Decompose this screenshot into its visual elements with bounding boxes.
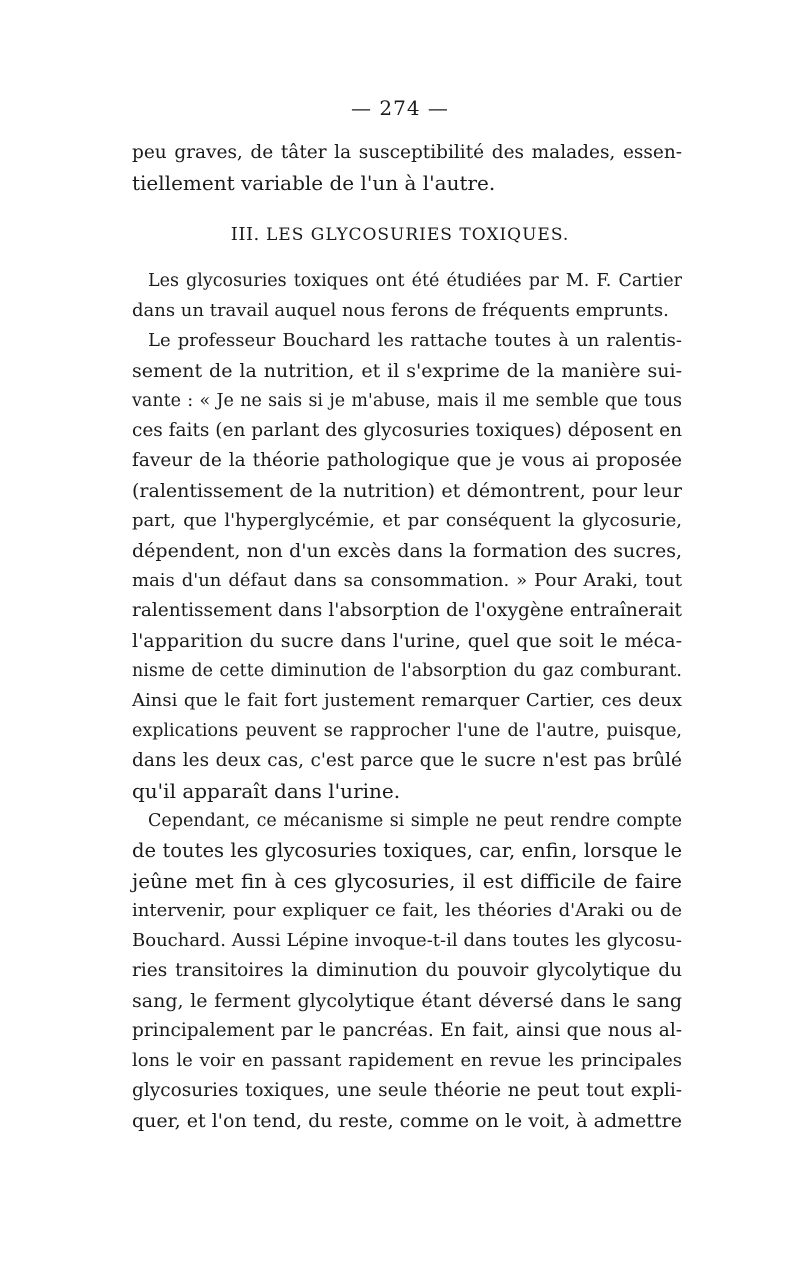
section-title: LES GLYCOSURIES TOXIQUES. xyxy=(266,225,570,245)
text-line: Bouchard. Aussi Lépine invoque-t-il dans toutes les glycosu- xyxy=(132,930,682,951)
text-line: Ainsi que le fait fort justement remarquer Cartier, ces deux xyxy=(132,690,682,711)
text-line: Le professeur Bouchard les rattache toutes à un ralentis- xyxy=(148,330,682,351)
text-line: sement de la nutrition, et il s'exprime de la manière sui- xyxy=(132,360,682,382)
text-line: dans les deux cas, c'est parce que le sucre n'est pas brûlé xyxy=(132,750,682,771)
body-text xyxy=(132,266,682,1136)
text-line: jeûne met fin à ces glycosuries, il est difficile de faire xyxy=(132,869,682,893)
text-line: Les glycosuries toxiques ont été étudiées par M. F. Cartier xyxy=(148,271,682,291)
section-heading xyxy=(0,224,800,245)
intro-paragraph xyxy=(132,138,682,198)
text-line: part, que l'hyperglycémie, et par conséquent la glycosurie, xyxy=(132,510,682,531)
text-line: glycosuries toxiques, une seule théorie ne peut tout expli- xyxy=(132,1080,682,1101)
text-line: qu'il apparaît dans l'urine. xyxy=(132,779,401,803)
text-line: dans un travail auquel nous ferons de fréquents emprunts. xyxy=(132,300,669,321)
text-line: ralentissement dans l'absorption de l'oxygène entraînerait xyxy=(132,600,682,621)
text-line: (ralentissement de la nutrition) et démontrent, pour leur xyxy=(132,480,682,502)
text-line: lons le voir en passant rapidement en revue les principales xyxy=(132,1050,682,1071)
text-line: nisme de cette diminution de l'absorption du gaz comburant. xyxy=(132,661,682,681)
text-line: intervenir, pour expliquer ce fait, les théories d'Araki ou de xyxy=(132,900,682,921)
text-line: ries transitoires la diminution du pouvoir glycolytique du xyxy=(132,960,682,981)
text-line: Cependant, ce mécanisme si simple ne peut rendre compte xyxy=(148,811,682,831)
text-line: explications peuvent se rapprocher l'une de l'autre, puisque, xyxy=(132,721,682,741)
text-line: quer, et l'on tend, du reste, comme on le voit, à admettre xyxy=(132,1110,682,1132)
page-number: — 274 — xyxy=(351,96,449,120)
section-number: III. xyxy=(230,224,260,245)
text-line: ces faits (en parlant des glycosuries toxiques) déposent en xyxy=(132,420,683,441)
text-line: peu graves, de tâter la susceptibilité des malades, essen- xyxy=(132,142,682,163)
text-line: faveur de la théorie pathologique que je vous ai proposée xyxy=(132,450,682,471)
text-line: l'apparition du sucre dans l'urine, quel que soit le méca- xyxy=(132,630,682,652)
text-line: tiellement variable de l'un à l'autre. xyxy=(132,171,496,195)
text-line: vante : « Je ne sais si je m'abuse, mais il me semble que tous xyxy=(132,391,682,411)
text-line: mais d'un défaut dans sa consommation. » Pour Araki, tout xyxy=(132,570,682,591)
text-line: de toutes les glycosuries toxiques, car, enfin, lorsque le xyxy=(132,839,682,862)
text-line: dépendent, non d'un excès dans la formation des sucres, xyxy=(132,540,682,562)
text-line: sang, le ferment glycolytique étant déversé dans le sang xyxy=(132,990,682,1012)
text-line: principalement par le pancréas. En fait, ainsi que nous al- xyxy=(132,1020,682,1041)
